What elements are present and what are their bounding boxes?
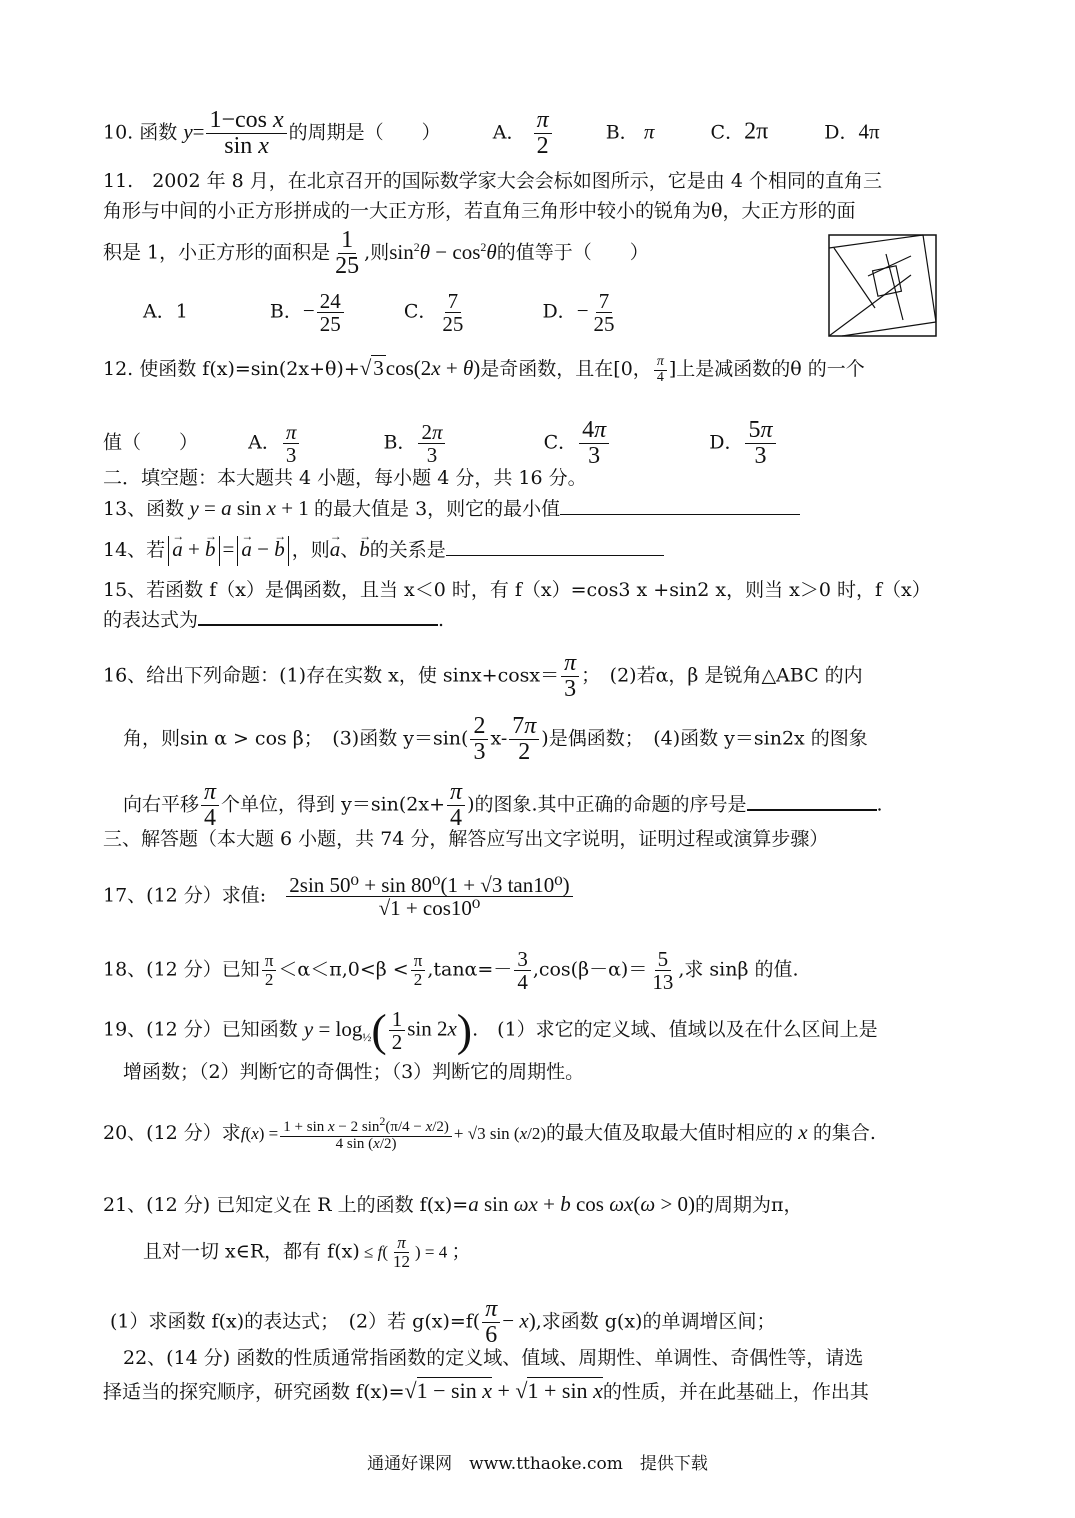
- q16-line1: 16、给出下列命题：(1)存在实数 x，使 sinx+cosx＝ $\frac{\pi}{3}$ ； (2)若α，β 是锐角△ABC 的内: [103, 650, 863, 703]
- q10-tail: 的周期是（ ）: [288, 121, 441, 144]
- q21-line3: (1）求函数 f(x)的表达式； (2）若 g(x)=f( $\frac{\pi}{6}$ − x),求函数 g(x)的单调增区间；: [110, 1296, 776, 1349]
- q12-sqrt3: √3: [359, 356, 384, 381]
- q11-option-d: D．: [542, 300, 577, 323]
- q10-fraction: $\frac{\text{1−cos x}}{\text{sin x}}$: [206, 108, 286, 159]
- q11-option-c: C．: [403, 300, 438, 323]
- q12-option-d: D．: [709, 431, 744, 454]
- q10-option-d-value: 4π: [858, 119, 880, 144]
- q16-line3: 向右平移 $\frac{\pi}{4}$ 个单位，得到 y＝sin(2x+ $\frac{\pi}{4}$ )的图象.其中正确的命题的序号是 .: [123, 779, 883, 832]
- q13-line: 13、函数 y = a sin x + 1 的最大值是 3，则它的最小值: [103, 496, 800, 521]
- q10-line: 10. 函数 y= $\frac{\text{1−cos x}}{\text{sin x}}$ 的周期是（ ） A． $\frac{\pi}{2}$ B． π C．2π D．4π: [103, 107, 880, 160]
- q13-answer-blank: [560, 496, 800, 515]
- q11-line3-text: 积是 1，小正方形的面积是: [103, 241, 331, 264]
- q22-line2: 择适当的探究顺序，研究函数 f(x)=√1 − sin x + √1 + sin x的性质，并在此基础上，作出其: [103, 1378, 869, 1403]
- q18-line: 18、(12 分）已知 $\frac{\pi}{2}$ ＜α＜π,0<β < $\frac{\pi}{2}$ ,tanα=－ $\frac{3}{4}$ ,cos(β－α)＝ $\frac{5}{13}$ ,求 sinβ 的值.: [103, 947, 799, 995]
- q15-line2: 的表达式为 .: [103, 606, 444, 632]
- q12-option-b: B．: [383, 431, 417, 454]
- q12-interval-end: $\frac{\pi}{4}$: [654, 355, 667, 385]
- q10-y: y: [183, 119, 193, 144]
- q11-options: A．1 B．− $\frac{24}{25}$ C． $\frac{7}{25}$ D．− $\frac{7}{25}$: [143, 289, 615, 337]
- q21-line1: 21、(12 分) 已知定义在 R 上的函数 f(x)=a sin ωx + b cos ωx(ω > 0)的周期为π，: [103, 1192, 803, 1216]
- q12-text-a: 12. 使函数 f(x)=sin(2x+θ)+: [103, 358, 360, 381]
- q11-line1: 11. 2002 年 8 月，在北京召开的国际数学家大会会标如图所示，它是由 4 个相同的直角三: [103, 170, 882, 192]
- q17-line: 17、(12 分）求值: $\frac{\text{2sin 50⁰ + sin 80⁰(1 + √3 tan10⁰)}}{\text{√1 + cos10⁰}}$: [103, 874, 575, 919]
- section-fill-in-heading: 二．填空题：本大题共 4 小题，每小题 4 分，共 16 分。: [103, 467, 587, 489]
- q11-line2: 角形与中间的小正方形拼成的一大正方形，若直角三角形中较小的锐角为θ，大正方形的面: [103, 200, 856, 222]
- q10-option-a: A．: [492, 121, 526, 144]
- q10-stem: 10. 函数: [103, 121, 178, 144]
- q10-option-b: B．: [605, 121, 639, 144]
- q22-line1: 22、(14 分) 函数的性质通常指函数的定义域、值域、周期性、单调性、奇偶性等，请选: [123, 1347, 864, 1369]
- q14-answer-blank: [446, 537, 664, 556]
- q10-option-a-value: $\frac{\pi}{2}$: [534, 108, 552, 159]
- q11-small-area: $\frac{1}{25}$: [335, 227, 360, 280]
- footer-source: 通通好课网 www.tthaoke.com 提供下载: [367, 1454, 708, 1474]
- q10-option-d: D．: [824, 121, 859, 144]
- q21-line2: 且对一切 x∈R，都有 f(x) ≤ f( $\frac{\pi}{12}$ ) = 4 ；: [143, 1233, 471, 1271]
- q12-line2: 值（ ） A． $\frac{\pi}{3}$ B． $\frac{2\pi}{3}$ C． $\frac{4\pi}{3}$ D． $\frac{5\pi}{3}$: [103, 418, 778, 469]
- q16-answer-blank: [747, 791, 877, 811]
- q12-option-c: C．: [543, 431, 578, 454]
- q16-line2: 角，则sin α > cos β； (3)函数 y＝sin( $\frac{2}{3}$ x- $\frac{7\pi}{2}$ )是偶函数； (4)函数 y＝sin2x 的图象: [123, 713, 868, 766]
- q11-option-b: B．: [269, 300, 303, 323]
- q12-line1: 12. 使函数 f(x)=sin(2x+θ)+√3cos(2x + θ)是奇函数，且在[0， $\frac{\pi}{4}$ ]上是减函数的θ 的一个: [103, 354, 865, 385]
- q15-line1: 15、若函数 f（x）是偶函数，且当 x＜0 时，有 f（x）=cos3 x +sin2 x，则当 x＞0 时，f（x）: [103, 579, 931, 601]
- q10-option-c: C．: [710, 121, 745, 144]
- section-solve-heading: 三、解答题（本大题 6 小题，共 74 分，解答应写出文字说明，证明过程或演算步骤）: [103, 828, 829, 850]
- q20-line: 20、(12 分）求f(x) = $\frac{1 + \sin x - 2 \sin^2(\pi/4 - x/2)}{4 \sin (x/2)}$ + √3 sin (x/2)的最大值及取最大值时相应的 x 的集合.: [103, 1114, 876, 1152]
- q15-answer-blank: [198, 606, 438, 626]
- q19-line2: 增函数；（2）判断它的奇偶性；（3）判断它的周期性。: [123, 1061, 585, 1083]
- q12-option-a: A．: [248, 431, 281, 454]
- q14-line: 14、若→ a + → b =→ a − → b ，则→ a、→ b的关系是: [103, 536, 664, 566]
- q11-expression: $\sin^2\theta - \cos^2\theta$: [389, 239, 497, 264]
- q11-option-a: A．1: [143, 300, 188, 323]
- q17-expression: $\frac{\text{2sin 50⁰ + sin 80⁰(1 + √3 tan10⁰)}}{\text{√1 + cos10⁰}}$: [286, 874, 572, 919]
- q10-option-c-value: 2π: [744, 118, 769, 145]
- q19-line1: 19、(12 分）已知函数 $y = \log_{\frac{1}{2}}$( $\frac{1}{2}$ sin 2x). (1）求它的定义域、值域以及在什么区间上是: [103, 1004, 878, 1056]
- q11-figure: [828, 234, 938, 338]
- q11-line3: 积是 1，小正方形的面积是 $\frac{1}{25}$ ,则$\sin^2\theta - \cos^2\theta$的值等于（ ）: [103, 227, 649, 280]
